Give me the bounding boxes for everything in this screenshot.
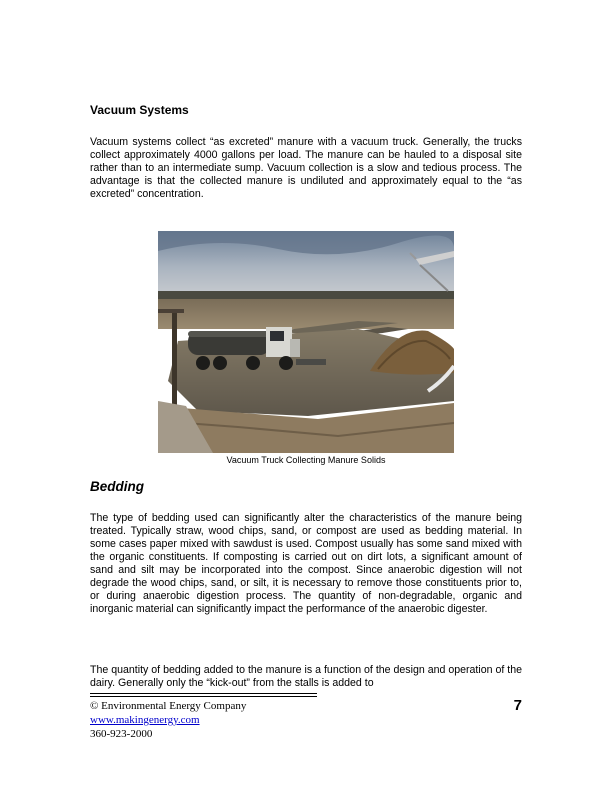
- footer-company: © Environmental Energy Company: [90, 700, 247, 712]
- section-heading-bedding: Bedding: [90, 479, 144, 494]
- page-number: 7: [513, 697, 522, 714]
- footer-rule-bottom: [90, 696, 317, 697]
- vacuum-truck-photo: [158, 231, 454, 453]
- footer-phone: 360-923-2000: [90, 728, 153, 740]
- footer-website-link[interactable]: www.makingenergy.com: [90, 714, 200, 726]
- photo-caption: Vacuum Truck Collecting Manure Solids: [226, 455, 386, 465]
- vacuum-systems-paragraph: Vacuum systems collect “as excreted” manure with a vacuum truck. Generally, the trucks collect approximately 4000 gallons per load. The manure can be hauled to a disposal site rather than to an intermediate sump. Vacuum collection is a slow and tedious process. The advantage is that the collected manure is undiluted and approximately equal to the “as excreted” concentration.: [90, 136, 522, 200]
- bedding-paragraph-2: The quantity of bedding added to the manure is a function of the design and operation of the dairy. Generally only the “kick-out” from the stalls is added to: [90, 664, 522, 689]
- bedding-paragraph-1: The type of bedding used can significantly alter the characteristics of the manure being treated. Typically straw, wood chips, sand, or compost are used as bedding material. In some cases paper mixed with sawdust is used. Compost usually has some sand mixed with the organic constituents. If composting is carried out on dirt lots, a significant amount of sand and silt may be incorporated into the compost. Since anaerobic digestion will not degrade the wood chips, sand, or silt, it is necessary to remove those constituents prior to, or during anaerobic digestion process. The quantity of non-degradable, organic and inorganic material can significantly impact the performance of the anaerobic digester.: [90, 512, 522, 615]
- footer-rule-top: [90, 693, 317, 694]
- section-heading-vacuum-systems: Vacuum Systems: [90, 103, 189, 117]
